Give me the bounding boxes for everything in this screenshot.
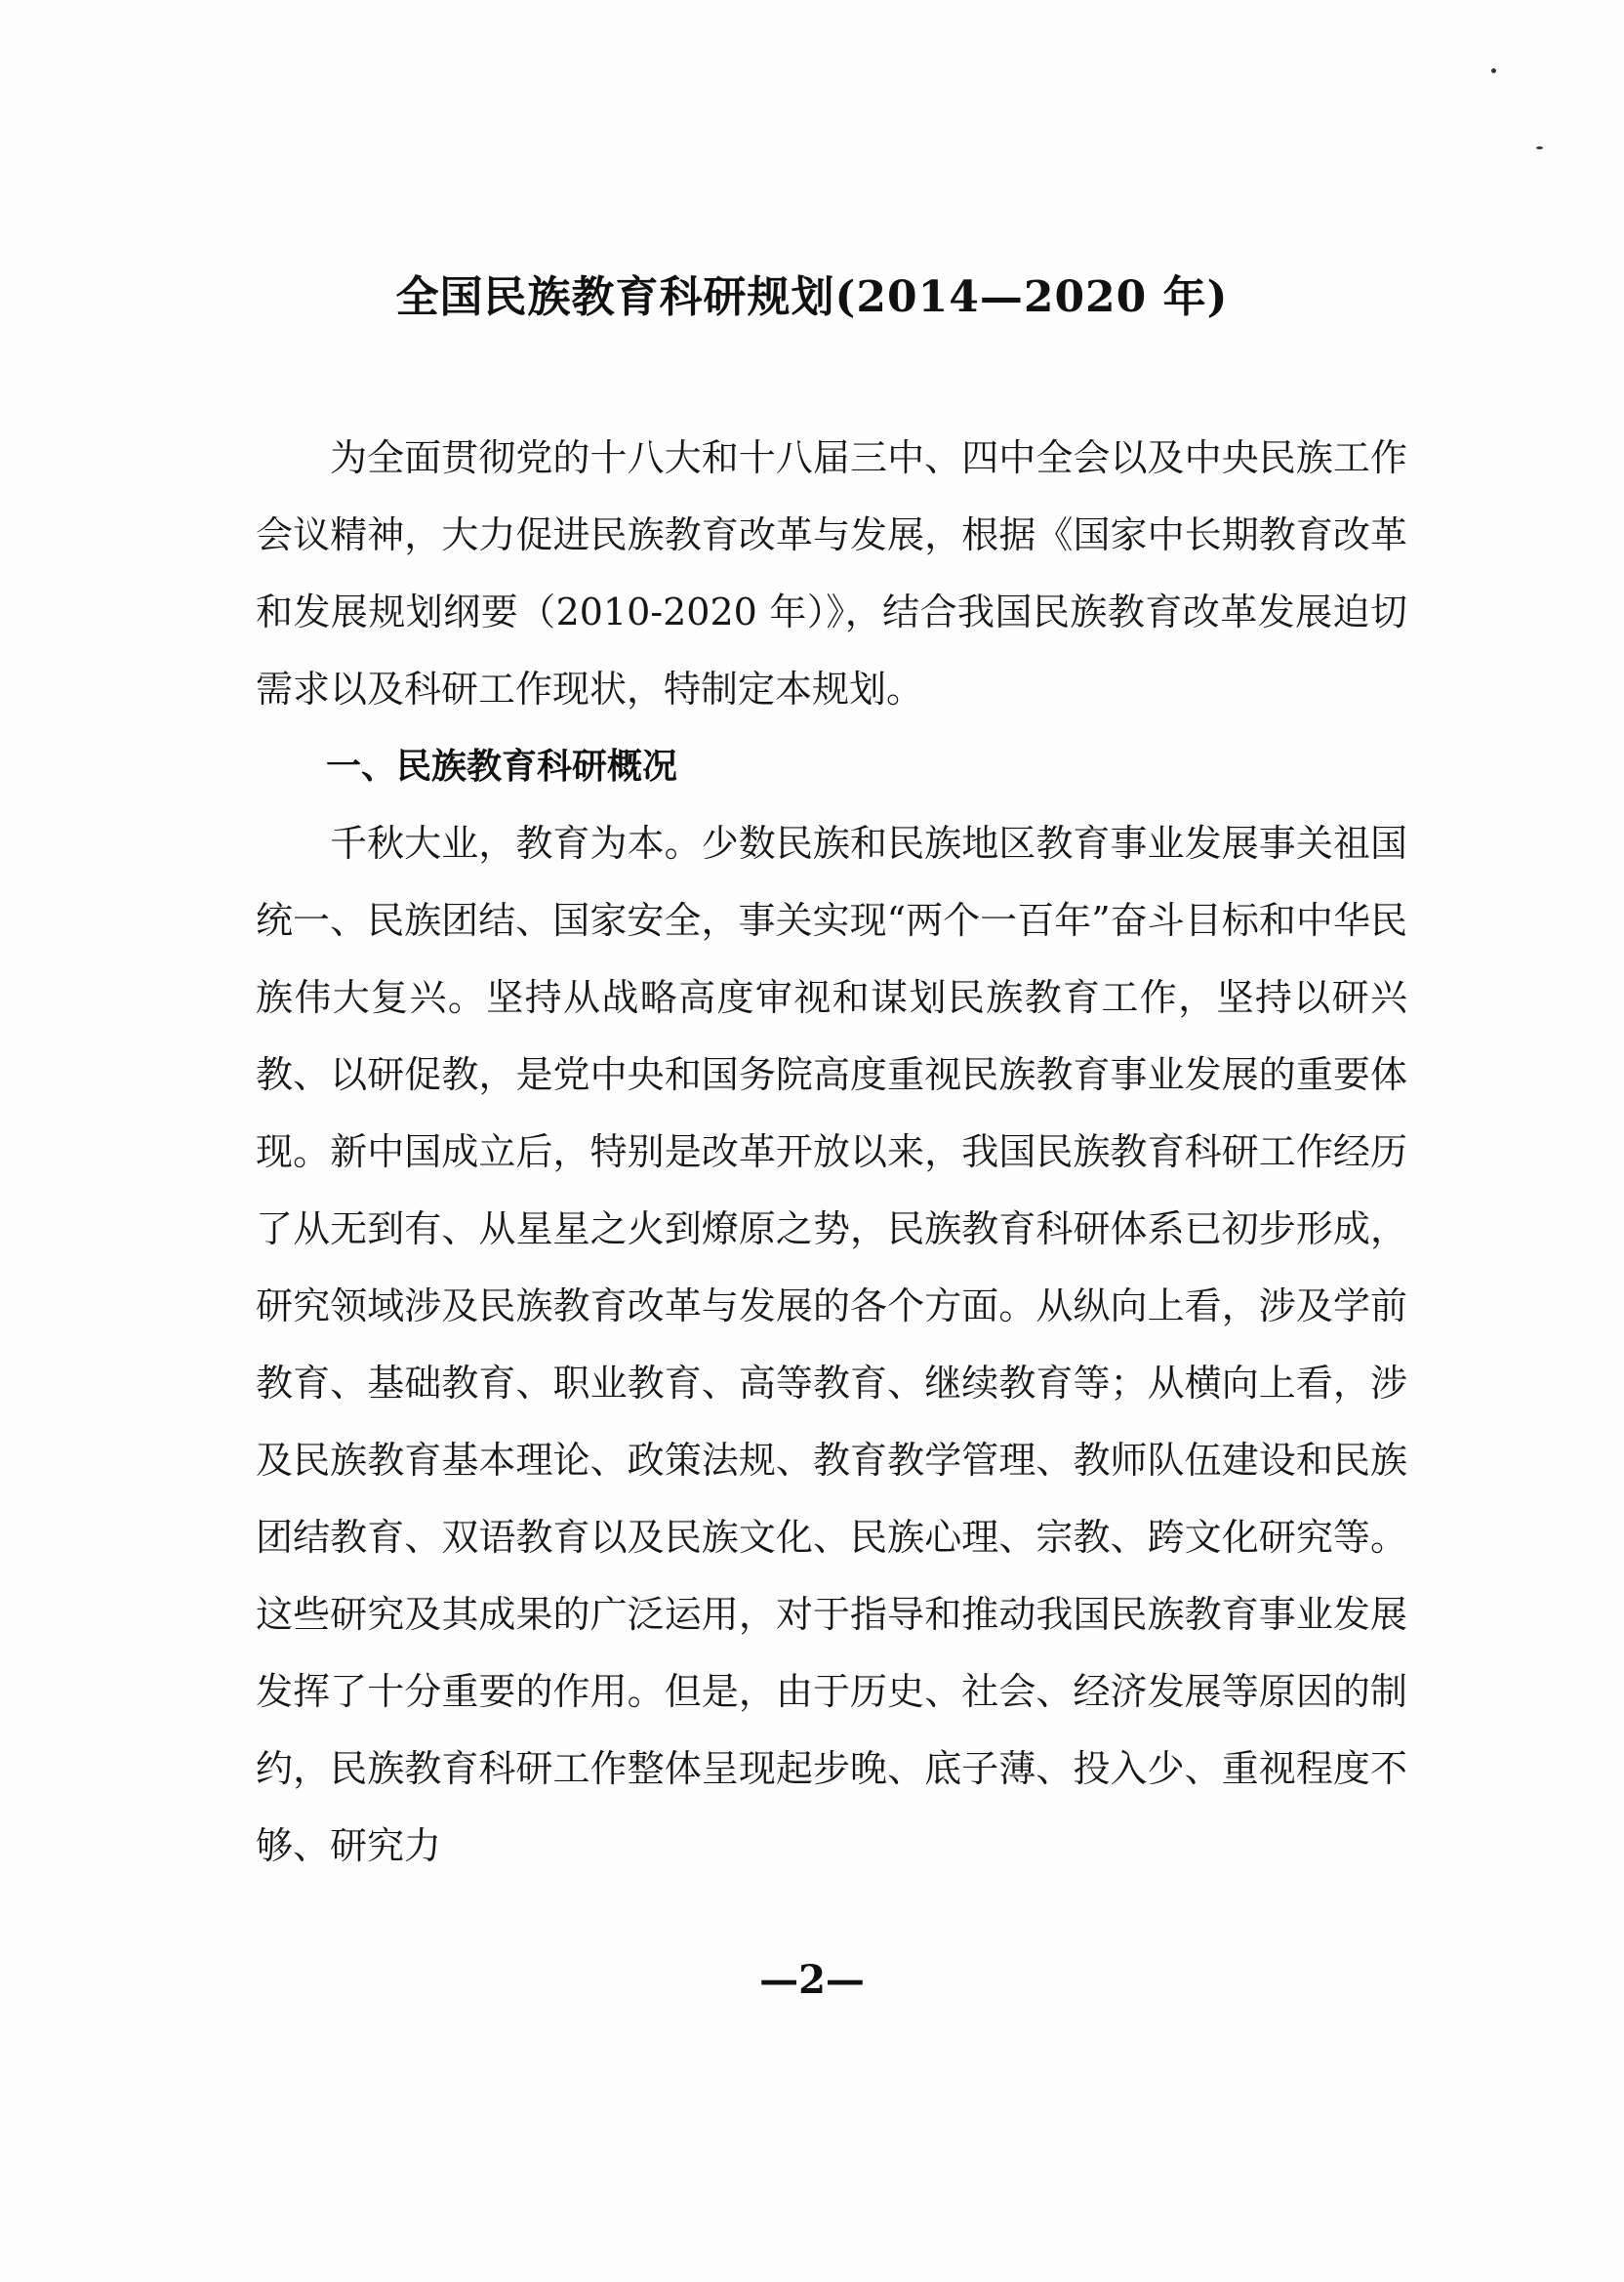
page-number: —2— [759, 1957, 865, 2003]
document-body [256, 420, 1407, 1885]
intro-paragraph: 为全面贯彻党的十八大和十八届三中、四中全会以及中央民族工作会议精神，大力促进民族教育改革与发展，根据《国家中长期教育改革和发展规划纲要（2010-2020 年）》，结合我国民族教育改革发展迫切需求以及科研工作现状，特制定本规划。 [256, 436, 1407, 711]
document-title: 全国民族教育科研规划(2014—2020 年) [395, 272, 1229, 322]
scan-speck [1491, 68, 1496, 73]
scan-speck [1536, 146, 1543, 149]
section-heading: 一、民族教育科研概况 [326, 747, 678, 787]
section-paragraph: 千秋大业，教育为本。少数民族和民族地区教育事业发展事关祖国统一、民族团结、国家安全，事关实现“两个一百年”奋斗目标和中华民族伟大复兴。坚持从战略高度审视和谋划民族教育工作，坚持以研兴教、以研促教，是党中央和国务院高度重视民族教育事业发展的重要体现。新中国成立后，特别是改革开放以来，我国民族教育科研工作经历了从无到有、从星星之火到燎原之势，民族教育科研体系已初步形成，研究领域涉及民族教育改革与发展的各个方面。从纵向上看，涉及学前教育、基础教育、职业教育、高等教育、继续教育等；从横向上看，涉及民族教育基本理论、政策法规、教育教学管理、教师队伍建设和民族团结教育、双语教育以及民族文化、民族心理、宗教、跨文化研究等。这些研究及其成果的广泛运用，对于指导和推动我国民族教育事业发展发挥了十分重要的作用。但是，由于历史、社会、经济发展等原因的制约，民族教育科研工作整体呈现起步晚、底子薄、投入少、重视程度不够、研究力 [256, 822, 1407, 1867]
